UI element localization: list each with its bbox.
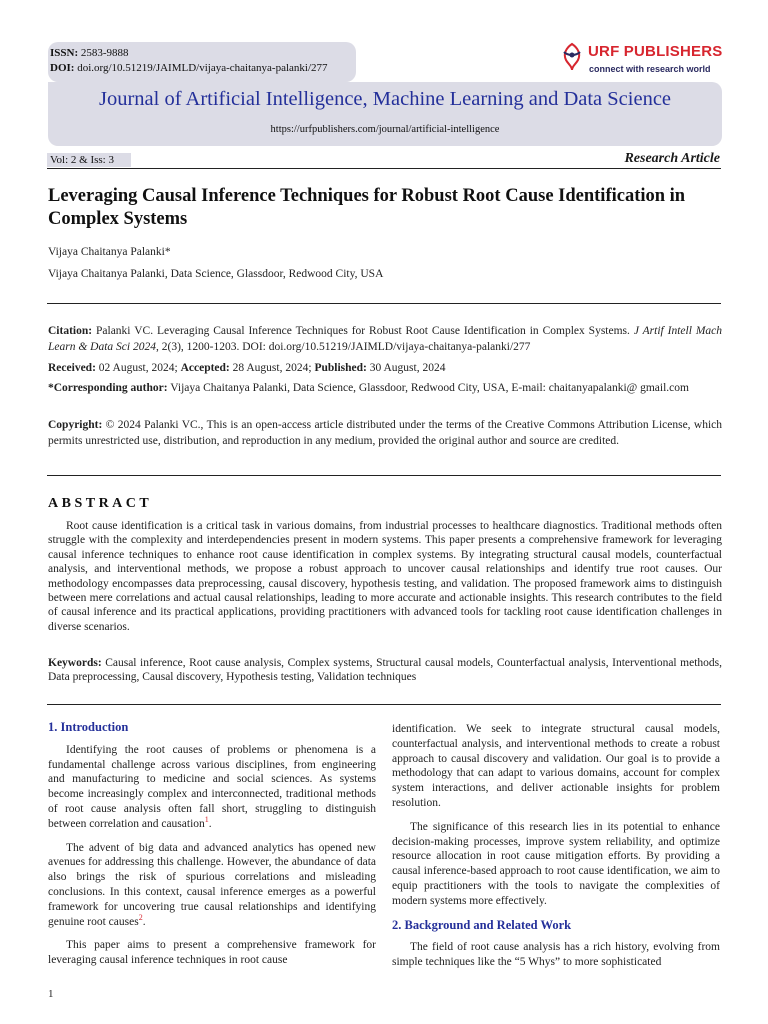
article-type: Research Article xyxy=(624,151,720,166)
keywords xyxy=(48,656,722,685)
journal-title: Journal of Artificial Intelligence, Machine Learning and Data Science xyxy=(98,88,672,110)
abstract-text: Root cause identification is a critical task in various domains, from industrial processes to healthcare diagnostics. Traditional methods often struggle with the complexity and interdependencies present in modern systems. This paper presents a comprehensive framework for leveraging causal inference techniques to enhance root cause identification in complex systems. By integrating structural causal models, counterfactual analysis, and interventional methods, we propose a robust approach to uncover causal relationships and identify true root causes. Our methodology encompasses data preprocessing, causal discovery, hypothesis testing, and validation. The proposed framework aims to distinguish between mere correlations and actual causal relationships, leading to more accurate and actionable insights. This research contributes to the field of causal inference and its practical applications, providing practitioners with advanced tools for tackling root cause identification challenges in diverse scenarios. xyxy=(48,520,722,633)
corresponding-author xyxy=(48,381,722,397)
intro-paragraph-3-continued: identification. We seek to integrate structural causal models, counterfactual analysis, and interventional methods to create a robust approach to causal discovery and validation. Our goal is to provide a methodology that can adapt to various domains, account for complex system interactions, and deliver actionable insights for problem resolution. xyxy=(392,723,720,809)
author-name: Vijaya Chaitanya Palanki* xyxy=(48,246,171,258)
keywords-label: Keywords: xyxy=(48,657,102,669)
section-heading-introduction: 1. Introduction xyxy=(48,720,129,734)
corresponding-label: *Corresponding author: xyxy=(48,382,168,394)
abstract-divider xyxy=(47,704,721,705)
copyright-text: © 2024 Palanki VC., This is an open-access article distributed under the terms of the Creative Commons Attribution License, which permits unrestricted use, distribution, and reproduction in any medium, provided the original author and source are credited. xyxy=(48,419,722,447)
intro-paragraph-4: The significance of this research lies in its potential to enhance decision-making processes, improve system reliability, and optimize resource allocation in root cause mitigation efforts. By providing a causal inference-based approach to root cause identification, we aim to equip practitioners with the tools to navigate the complexities of modern systems more effectively. xyxy=(392,820,720,907)
accepted-date: 28 August, 2024; xyxy=(229,362,315,374)
urf-logo-icon xyxy=(560,42,584,72)
issn-line xyxy=(50,46,129,60)
left-column xyxy=(48,720,376,968)
reference-link-2[interactable]: 2 xyxy=(138,912,143,922)
issn-value: 2583-9888 xyxy=(78,47,129,59)
citation-journal: J Artif Intell Mach Learn & Data Sci 2024 xyxy=(48,325,722,353)
title-divider xyxy=(47,303,721,304)
citation xyxy=(48,324,722,355)
corresponding-text: Vijaya Chaitanya Palanki, Data Science, Glassdoor, Redwood City, USA, E-mail: chaitanyapalanki@ gmail.com xyxy=(167,382,689,394)
intro-paragraph-3: This paper aims to present a comprehensive framework for leveraging causal inference techniques in root cause xyxy=(48,939,376,967)
publisher-name: URF PUBLISHERS xyxy=(588,43,723,60)
intro-p2-end: . xyxy=(142,915,146,928)
right-column xyxy=(392,722,720,970)
intro-paragraph-1 xyxy=(48,743,376,832)
citation-label: Citation: xyxy=(48,325,93,337)
abstract-heading: ABSTRACT xyxy=(48,496,153,511)
citation-tail: , 2(3), 1200-1203. DOI: doi.org/10.51219/JAIMLD/vijaya-chaitanya-palanki/277 xyxy=(155,340,531,353)
publisher-tagline: connect with research world xyxy=(589,64,711,74)
intro-paragraph-2 xyxy=(48,841,376,930)
copyright-label: Copyright: xyxy=(48,419,103,431)
intro-p2-text: The advent of big data and advanced analytics has opened new avenues for addressing this challenge. However, the abundance of data also brings the risk of spurious correlations and misleading conclusions. In this context, causal inference emerges as a powerful framework for uncovering true causal relationships and identifying genuine root causes xyxy=(48,841,376,928)
reference-link-1[interactable]: 1 xyxy=(204,814,209,824)
copyright xyxy=(48,418,722,449)
publisher-logo[interactable] xyxy=(560,42,730,78)
received-label: Received: xyxy=(48,362,96,374)
intro-p1-end: . xyxy=(208,817,212,830)
paper-title: Leveraging Causal Inference Techniques for Robust Root Cause Identification in Complex Systems xyxy=(48,186,686,229)
author-affiliation: Vijaya Chaitanya Palanki, Data Science, Glassdoor, Redwood City, USA xyxy=(48,268,384,280)
published-label: Published: xyxy=(314,362,367,374)
published-date: 30 August, 2024 xyxy=(366,362,446,374)
volume-issue: Vol: 2 & Iss: 3 xyxy=(50,154,114,166)
doi-label: DOI: xyxy=(50,62,75,74)
received-date: 02 August, 2024; xyxy=(95,362,181,374)
keywords-list: Causal inference, Root cause analysis, Complex systems, Structural causal models, Counterfactual analysis, Interventional methods, Data preprocessing, Causal discovery, Hypothesis testing, Validation techniques xyxy=(48,657,722,684)
issn-label: ISSN: xyxy=(50,47,79,59)
intro-p1-text: Identifying the root causes of problems or phenomena is a fundamental challenge across various disciplines, from engineering and manufacturing to medicine and social sciences. As systems become increasingly complex and interconnected, traditional methods of root cause analysis often fall short, struggling to distinguish between correlation and causation xyxy=(48,743,376,830)
doi-line xyxy=(50,61,328,75)
background-paragraph-1: The field of root cause analysis has a rich history, evolving from simple techniques like the “5 Whys” to more sophisticated xyxy=(392,941,720,969)
doi-value[interactable]: doi.org/10.51219/JAIMLD/vijaya-chaitanya-palanki/277 xyxy=(74,62,328,74)
section-heading-background: 2. Background and Related Work xyxy=(392,917,572,932)
meta-divider xyxy=(47,475,721,476)
accepted-label: Accepted: xyxy=(180,362,230,374)
journal-url[interactable]: https://urfpublishers.com/journal/artificial-intelligence xyxy=(270,124,500,135)
header-divider xyxy=(47,168,721,169)
dates xyxy=(48,361,722,377)
citation-text: Palanki VC. Leveraging Causal Inference Techniques for Robust Root Cause Identification in Complex Systems. xyxy=(92,325,634,337)
page-number: 1 xyxy=(48,988,54,1000)
